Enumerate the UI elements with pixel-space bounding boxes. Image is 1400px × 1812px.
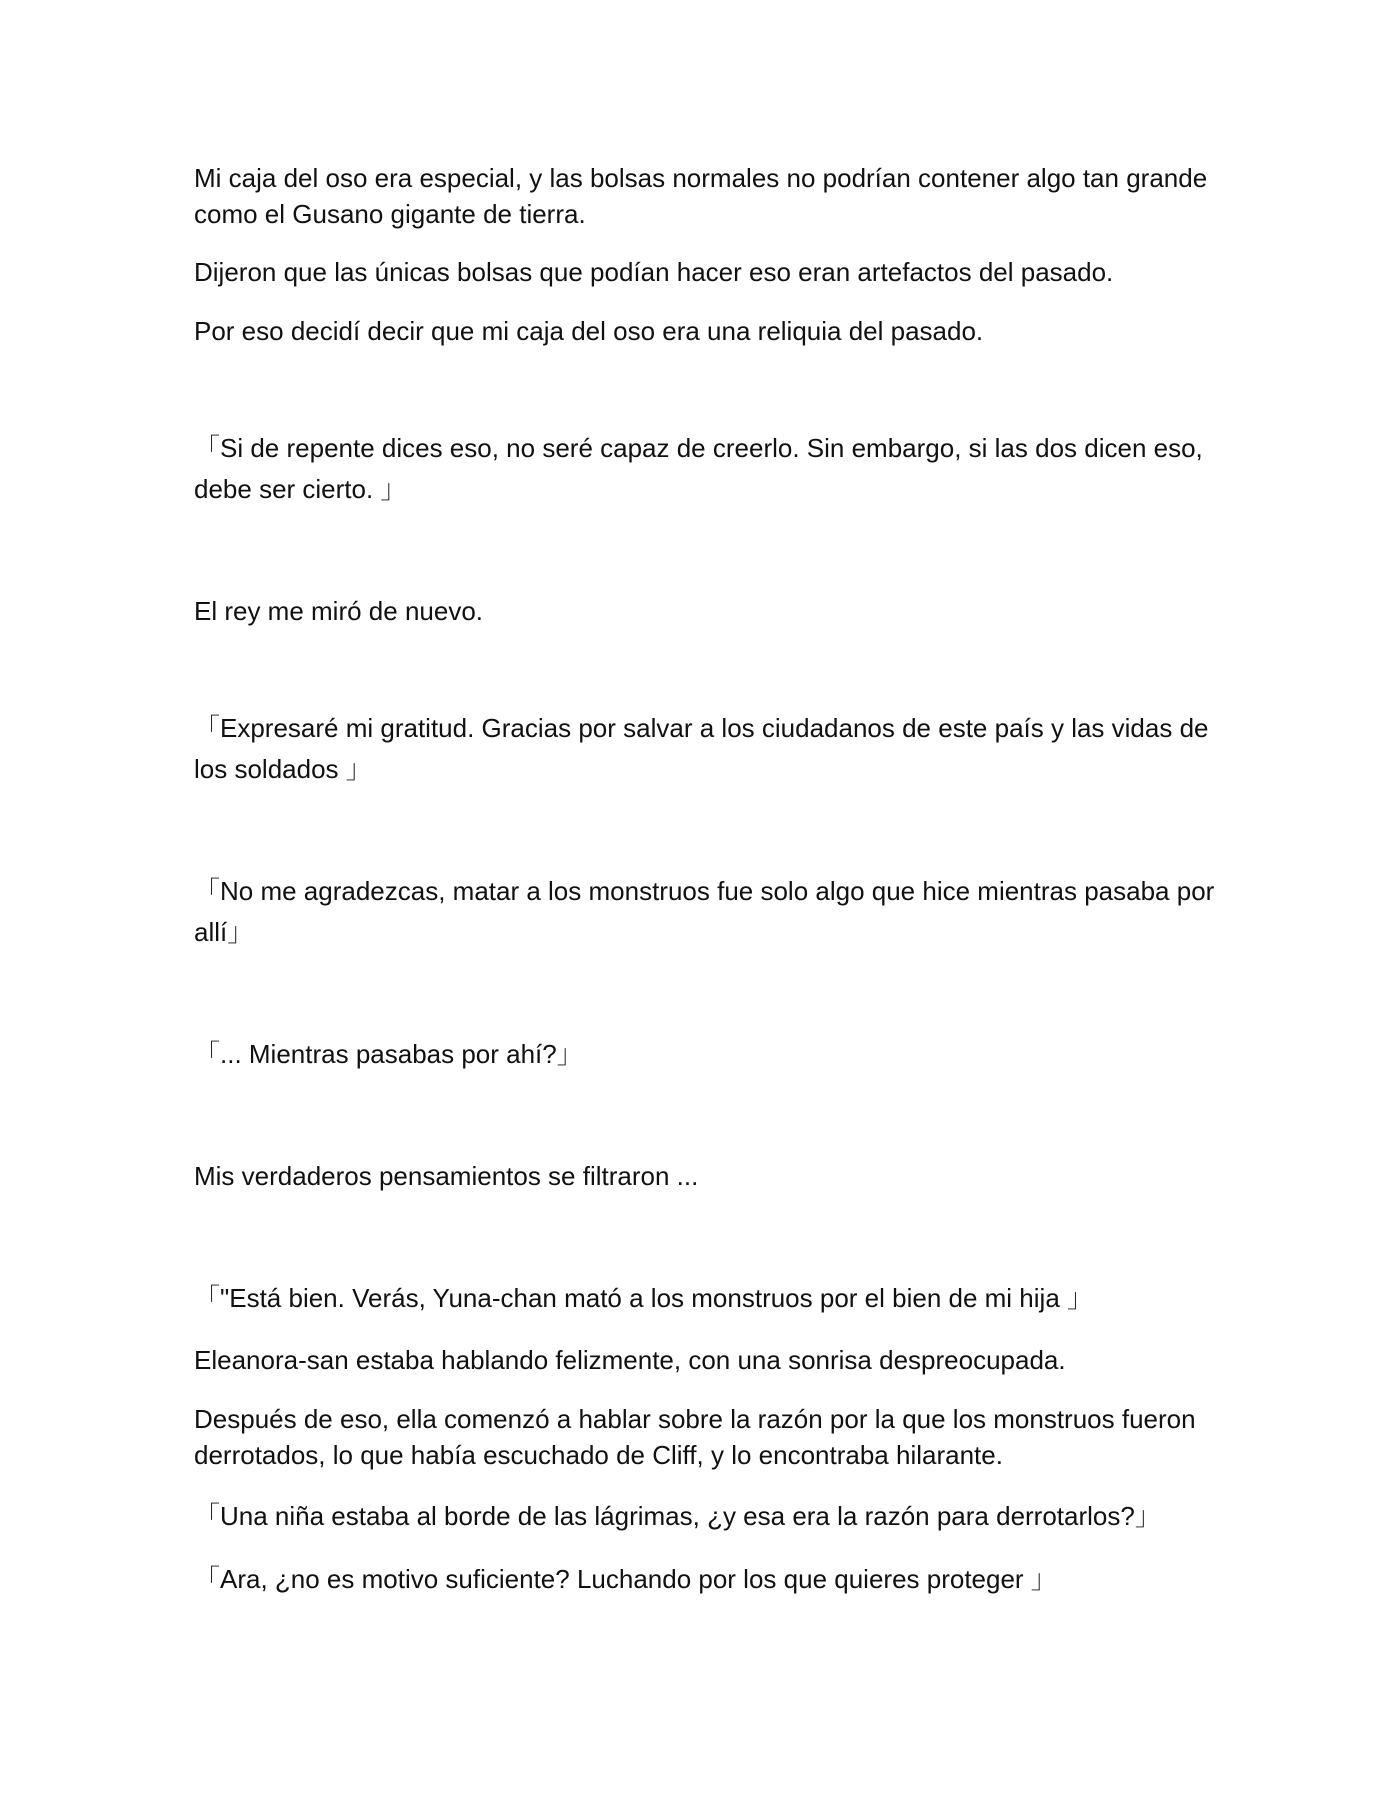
dialogue-line: 「No me agradezcas, matar a los monstruos fue solo algo que hice mientras pasaba por allí」 <box>194 876 1215 947</box>
dialogue-line: 「"Está bien. Verás, Yuna-chan mató a los monstruos por el bien de mi hija 」 <box>194 1283 1094 1313</box>
paragraph: Mis verdaderos pensamientos se filtraron ... <box>194 1161 699 1191</box>
dialogue-line: 「Ara, ¿no es motivo suficiente? Luchando por los que quieres proteger 」 <box>194 1564 1057 1594</box>
paragraph: Eleanora-san estaba hablando felizmente, con una sonrisa despreocupada. <box>194 1345 1066 1375</box>
paragraph: Mi caja del oso era especial, y las bolsas normales no podrían contener algo tan grande como el Gusano gigante de tierra. <box>194 163 1208 229</box>
dialogue-line: 「Una niña estaba al borde de las lágrimas, ¿y esa era la razón para derrotarlos?」 <box>194 1501 1161 1531</box>
paragraph: Por eso decidí decir que mi caja del oso era una reliquia del pasado. <box>194 316 984 346</box>
paragraph: El rey me miró de nuevo. <box>194 596 484 626</box>
dialogue-line: 「Expresaré mi gratitud. Gracias por salvar a los ciudadanos de este país y las vidas de los soldados 」 <box>194 713 1209 784</box>
dialogue-line: 「Si de repente dices eso, no seré capaz de creerlo. Sin embargo, si las dos dicen eso, debe ser cierto. 」 <box>194 433 1203 504</box>
paragraph: Después de eso, ella comenzó a hablar sobre la razón por la que los monstruos fueron derrotados, lo que había escuchado de Cliff, y lo encontraba hilarante. <box>194 1404 1196 1470</box>
paragraph: Dijeron que las únicas bolsas que podían hacer eso eran artefactos del pasado. <box>194 257 1114 287</box>
dialogue-line: 「... Mientras pasabas por ahí?」 <box>194 1039 583 1069</box>
